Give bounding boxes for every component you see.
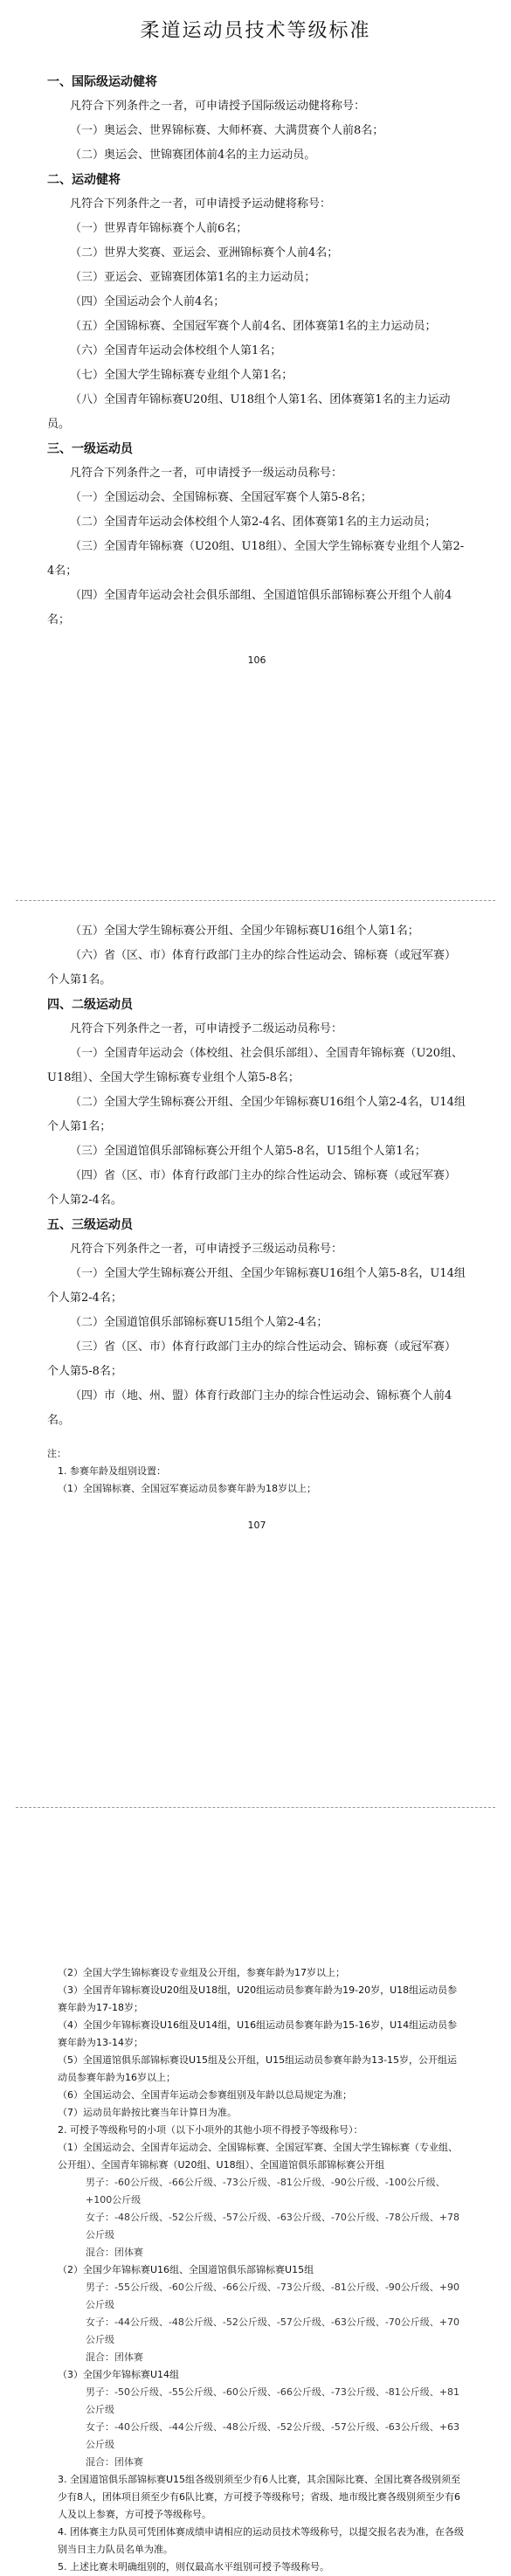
note-line: 3. 全国道馆俱乐部锦标赛U15组各级别须至少有6人比赛，其余国际比赛、全国比赛各级别须至少有8人，团体项目须至少有6队比赛，方可授予等级称号；省级、地市级比赛各级别须至少有6人及以上参赛，方可授予等级称号。 [58, 2474, 461, 2520]
page-1-sections [47, 70, 466, 633]
note-line: （3）全国少年锦标赛U14组 [58, 2369, 180, 2380]
section-intro: 凡符合下列条件之一者，可申请授予二级运动员称号： [70, 1022, 343, 1035]
section-heading: 二、运动健将 [47, 173, 121, 187]
notes-block [47, 1445, 466, 1498]
section-item: （四）全国青年运动会社会俱乐部组、全国道馆俱乐部锦标赛公开组个人前4名； [47, 589, 452, 627]
section-item: （六）全国青年运动会体校组个人第1名； [70, 344, 282, 357]
section-item: （一）世界青年锦标赛个人前6名； [70, 222, 248, 235]
note-line: 混合：团体赛 [86, 2351, 143, 2363]
section-intro: 凡符合下列条件之一者，可申请授予一级运动员称号： [70, 467, 343, 480]
note-line: （3）全国青年锦标赛设U20组及U18组，U20组运动员参赛年龄为19-20岁，U18组运动员参赛年龄为17-18岁； [58, 1984, 458, 2013]
page-2-continued-items [47, 919, 466, 993]
section-intro: 凡符合下列条件之一者，可申请授予国际级运动健将称号： [70, 100, 366, 113]
note-line: 2. 可授予等级称号的小项（以下小项外的其他小项不得授予等级称号）： [58, 2124, 363, 2136]
note-line: 女子：-48公斤级、-52公斤级、-57公斤级、-63公斤级、-70公斤级、-78公斤级、+78公斤级 [86, 2212, 460, 2240]
section-item: （一）全国运动会、全国锦标赛、全国冠军赛个人第5-8名； [70, 491, 372, 504]
note-line: 混合：团体赛 [86, 2247, 143, 2258]
page-1 [47, 70, 466, 673]
note-line: 4. 团体赛主力队员可凭团体赛成绩申请相应的运动员技术等级称号，以提交报名表为准，在各级别当日主力队员名单为准。 [58, 2526, 464, 2555]
page-divider [16, 900, 495, 901]
note-line: 男子：-55公斤级、-60公斤级、-66公斤级、-73公斤级、-81公斤级、-90公斤级、+90公斤级 [86, 2282, 460, 2310]
section-item: （三）亚运会、亚锦赛团体第1名的主力运动员； [70, 271, 316, 284]
section-heading: 三、一级运动员 [47, 442, 133, 456]
section-item: （六）省（区、市）体育行政部门主办的综合性运动会、锦标赛（或冠军赛）个人第1名。 [47, 949, 457, 987]
note-line: 女子：-44公斤级、-48公斤级、-52公斤级、-57公斤级、-63公斤级、-70公斤级、+70公斤级 [86, 2316, 460, 2345]
section-item: （八）全国青年锦标赛U20组、U18组个人第1名、团体赛第1名的主力运动员。 [47, 393, 451, 431]
page-number: 106 [247, 654, 266, 666]
note-line: （2）全国大学生锦标赛设专业组及公开组，参赛年龄为17岁以上； [58, 1967, 345, 1978]
section-item: （三）全国道馆俱乐部锦标赛公开组个人第5-8名，U15组个人第1名； [70, 1145, 426, 1158]
note-line: 男子：-60公斤级、-66公斤级、-73公斤级、-81公斤级、-90公斤级、-100公斤级、+100公斤级 [86, 2177, 445, 2206]
page-3-lines [47, 1964, 466, 2576]
section-item: （五）全国锦标赛、全国冠军赛个人前4名、团体赛第1名的主力运动员； [70, 320, 437, 333]
note-line: （1）全国锦标赛、全国冠军赛运动员参赛年龄为18岁以上； [58, 1483, 316, 1494]
section-item: （二）全国青年运动会体校组个人第2-4名、团体赛第1名的主力运动员； [70, 516, 437, 529]
notes-list [47, 1463, 466, 1498]
section-item: （三）全国青年锦标赛（U20组、U18组）、全国大学生锦标赛专业组个人第2-4名； [47, 540, 465, 578]
note-line: 混合：团体赛 [86, 2456, 143, 2468]
section-item: （五）全国大学生锦标赛公开组、全国少年锦标赛U16组个人第1名； [70, 924, 419, 938]
section-item: （二）全国道馆俱乐部锦标赛U15组个人第2-4名； [70, 1316, 328, 1329]
section-heading: 五、三级运动员 [47, 1218, 133, 1232]
section-item: （二）全国大学生锦标赛公开组、全国少年锦标赛U16组个人第2-4名，U14组个人第1名； [47, 1096, 466, 1133]
section-heading: 四、二级运动员 [47, 998, 133, 1012]
section-item: （一）全国大学生锦标赛公开组、全国少年锦标赛U16组个人第5-8名，U14组个人第2-4名； [47, 1267, 466, 1305]
section-intro: 凡符合下列条件之一者，可申请授予三级运动员称号： [70, 1243, 343, 1256]
section-item: （二）奥运会、世锦赛团体前4名的主力运动员。 [70, 149, 316, 162]
document-title: 柔道运动员技术等级标准 [140, 20, 371, 42]
note-line: 1. 参赛年龄及组别设置： [58, 1465, 166, 1477]
section-item: （四）省（区、市）体育行政部门主办的综合性运动会、锦标赛（或冠军赛）个人第2-4名。 [47, 1169, 457, 1207]
note-line: 男子：-50公斤级、-55公斤级、-60公斤级、-66公斤级、-73公斤级、-81公斤级、+81公斤级 [86, 2386, 460, 2415]
page-2-sections [47, 993, 466, 1433]
note-line: （6）全国运动会、全国青年运动会参赛组别及年龄以总局规定为准； [58, 2089, 352, 2101]
note-line: （7）运动员年龄按比赛当年计算日为准。 [58, 2107, 237, 2118]
section-item: （三）省（区、市）体育行政部门主办的综合性运动会、锦标赛（或冠军赛）个人第5-8名； [47, 1340, 457, 1378]
note-line: 女子：-40公斤级、-44公斤级、-48公斤级、-52公斤级、-57公斤级、-63公斤级、+63公斤级 [86, 2421, 460, 2450]
page-number: 107 [247, 1520, 266, 1531]
note-line: （5）全国道馆俱乐部锦标赛设U15组及公开组，U15组运动员参赛年龄为13-15岁，公开组运动员参赛年龄为16岁以上； [58, 2054, 458, 2083]
note-line: （1）全国运动会、全国青年运动会、全国锦标赛、全国冠军赛、全国大学生锦标赛（专业组、公开组）、全国青年锦标赛（U20组、U18组）、全国道馆俱乐部锦标赛公开组 [58, 2142, 458, 2171]
note-line: （2）全国少年锦标赛U16组、全国道馆俱乐部锦标赛U15组 [58, 2264, 314, 2275]
note-line: 5. 上述比赛未明确组别的，则仅最高水平组别可授予等级称号。 [58, 2561, 329, 2573]
section-item: （四）全国运动会个人前4名； [70, 295, 225, 308]
note-line: （4）全国少年锦标赛设U16组及U14组，U16组运动员参赛年龄为15-16岁，U14组运动员参赛年龄为13-14岁； [58, 2019, 458, 2048]
page-2 [47, 919, 466, 1538]
section-item: （一）奥运会、世界锦标赛、大师杯赛、大满贯赛个人前8名； [70, 124, 384, 137]
section-heading: 一、国际级运动健将 [47, 75, 157, 89]
section-item: （一）全国青年运动会（体校组、社会俱乐部组）、全国青年锦标赛（U20组、U18组）、全国大学生锦标赛专业组个人第5-8名； [47, 1047, 463, 1084]
section-item: （四）市（地、州、盟）体育行政部门主办的综合性运动会、锦标赛个人前4名。 [47, 1389, 452, 1427]
section-item: （二）世界大奖赛、亚运会、亚洲锦标赛个人前4名； [70, 246, 339, 260]
section-item: （七）全国大学生锦标赛专业组个人第1名； [70, 369, 293, 382]
notes-header: 注： [47, 1448, 66, 1459]
section-intro: 凡符合下列条件之一者，可申请授予运动健将称号： [70, 197, 332, 211]
page-divider [16, 1807, 495, 1808]
page-3 [47, 1964, 466, 2576]
